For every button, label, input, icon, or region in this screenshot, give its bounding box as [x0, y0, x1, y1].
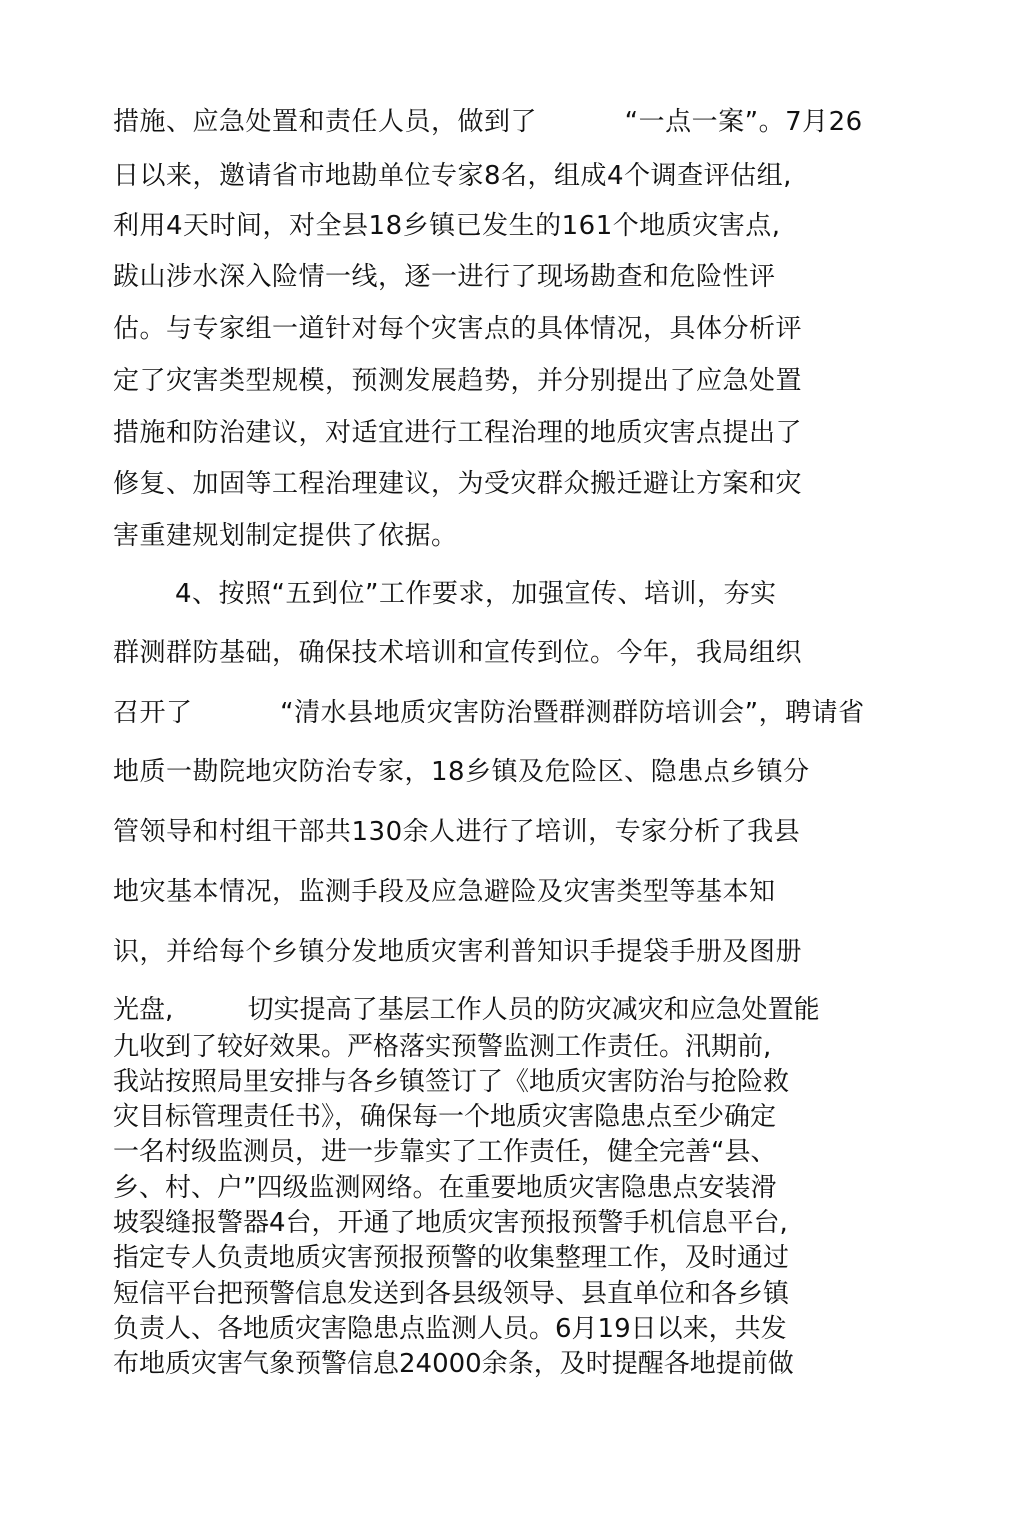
text-line: 措施和防治建议，对适宜进行工程治理的地质灾害点提出了	[113, 418, 803, 448]
text-line: 一名村级监测员，进一步靠实了工作责任，健全完善“县、	[113, 1137, 777, 1167]
paragraph-start-line: 4、按照“五到位”工作要求，加强宣传、培训，夯实	[175, 579, 777, 609]
text-line: 定了灾害类型规模，预测发展趋势，并分别提出了应急处置	[113, 366, 803, 396]
text-line: 指定专人负责地质灾害预报预警的收集整理工作，及时通过	[113, 1243, 790, 1273]
text-line: 识，并给每个乡镇分发地质灾害利普知识手提袋手册及图册	[113, 937, 803, 967]
text-line: 跋山涉水深入险情一线，逐一进行了现场勘查和危险性评	[113, 262, 776, 292]
text-line: 利用4天时间，对全县18乡镇已发生的161个地质灾害点,	[113, 211, 781, 241]
text-line: 日以来，邀请省市地勘单位专家8名，组成4个调查评估组,	[113, 161, 792, 191]
text-line: 害重建规划制定提供了依据。	[113, 521, 458, 551]
text-line: 措施、应急处置和责任人员，做到了 “一点一案”。7月26	[113, 107, 863, 137]
text-line: 群测群防基础，确保技术培训和宣传到位。今年，我局组织	[113, 638, 803, 668]
text-line: 坡裂缝报警器4台，开通了地质灾害预报预警手机信息平台,	[113, 1208, 788, 1238]
text-line: 修复、加固等工程治理建议，为受灾群众搬迁避让方案和灾	[113, 469, 803, 499]
text-line: 布地质灾害气象预警信息24000余条，及时提醒各地提前做	[113, 1349, 794, 1379]
text-line: 地质一勘院地灾防治专家，18乡镇及危险区、隐患点乡镇分	[113, 757, 810, 787]
text-line: 我站按照局里安排与各乡镇签订了《地质灾害防治与抢险救	[113, 1067, 790, 1097]
text-line: 估。与专家组一道针对每个灾害点的具体情况，具体分析评	[113, 314, 803, 344]
text-line: 光盘, 切实提高了基层工作人员的防灾减灾和应急处置能	[113, 995, 820, 1025]
text-line: 负责人、各地质灾害隐患点监测人员。6月19日以来，共发	[113, 1314, 787, 1344]
text-line: 地灾基本情况，监测手段及应急避险及灾害类型等基本知	[113, 877, 776, 907]
text-line: 九收到了较好效果。严格落实预警监测工作责任。汛期前,	[113, 1032, 772, 1062]
text-line: 灾目标管理责任书》，确保每一个地质灾害隐患点至少确定	[113, 1102, 777, 1132]
text-line: 管领导和村组干部共130余人进行了培训，专家分析了我县	[113, 817, 801, 847]
text-line: 乡、村、户”四级监测网络。在重要地质灾害隐患点安装滑	[113, 1173, 777, 1203]
text-line: 短信平台把预警信息发送到各县级领导、县直单位和各乡镇	[113, 1279, 790, 1309]
text-line: 召开了 “清水县地质灾害防治暨群测群防培训会”，聘请省	[113, 698, 865, 728]
